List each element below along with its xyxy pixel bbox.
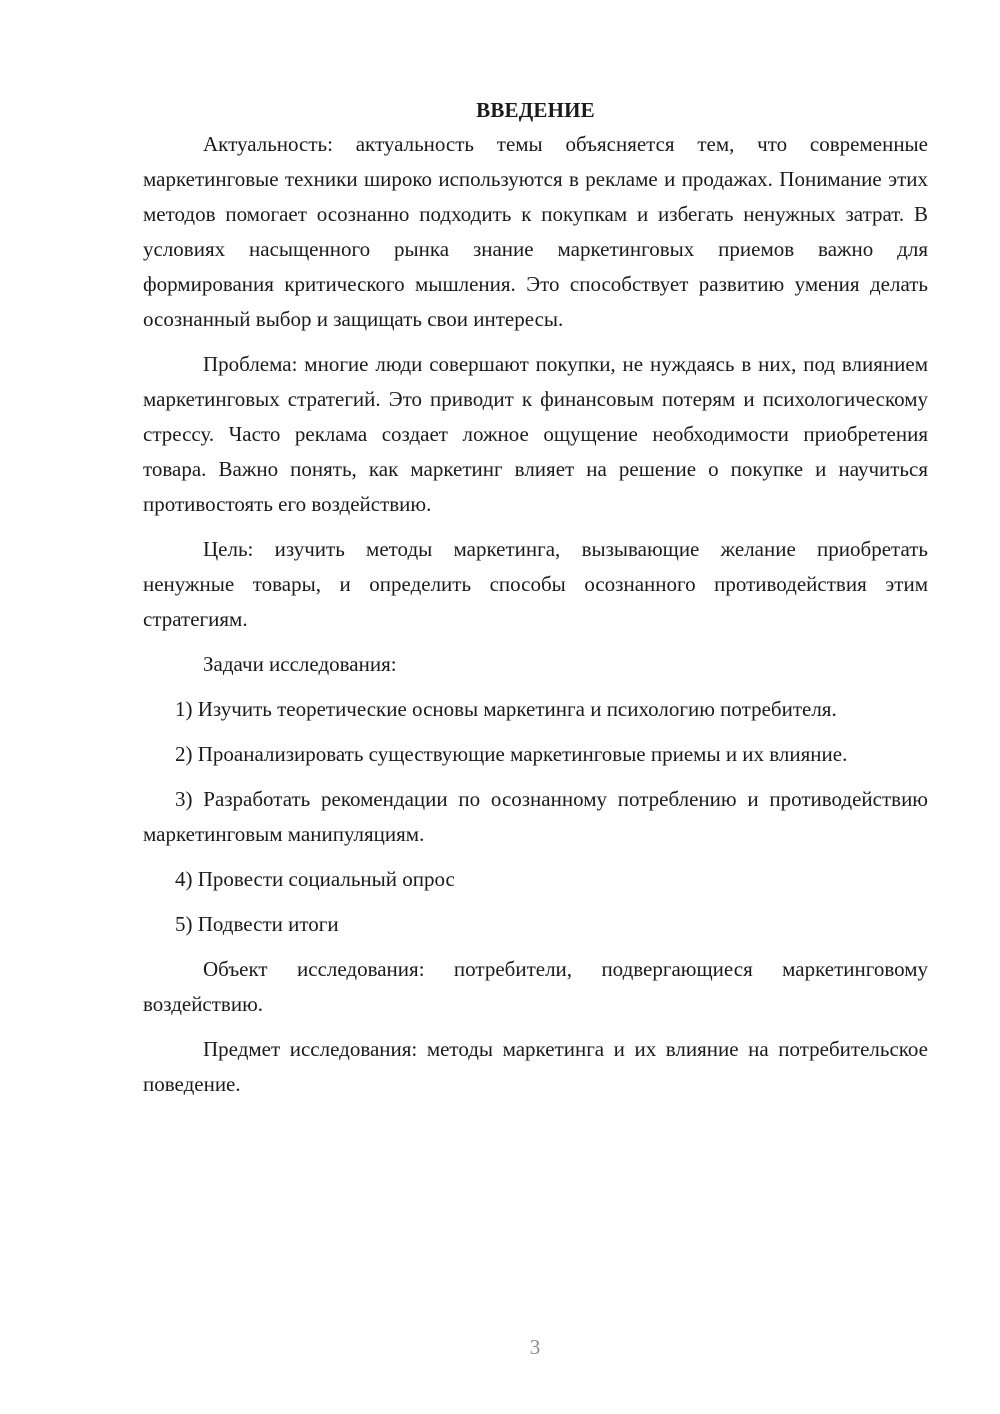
task-item: 4) Провести социальный опрос (175, 867, 455, 891)
paragraph-goal: Цель: изучить методы маркетинга, вызывающие желание приобретать ненужные товары, и определить способы осознанного противодействия этим стратегиям. (143, 537, 928, 631)
paragraph-problem: Проблема: многие люди совершают покупки, не нуждаясь в них, под влиянием маркетинговых стратегий. Это приводит к финансовым потерям и психологическому стрессу. Часто реклама создает ложное ощущение необходимости приобретения товара. Важно понять, как маркетинг влияет на решение о покупке и научиться противостоять его воздействию. (143, 352, 928, 516)
task-item: 5) Подвести итоги (175, 912, 339, 936)
document-page (143, 94, 928, 1102)
tasks-list (143, 692, 928, 942)
task-item: 1) Изучить теоретические основы маркетинга и психологию потребителя. (175, 697, 837, 721)
document-title: ВВЕДЕНИЕ (476, 98, 595, 122)
paragraph-relevance: Актуальность: актуальность темы объясняется тем, что современные маркетинговые техники широко используются в рекламе и продажах. Понимание этих методов помогает осознанно подходить к покупкам и избегать ненужных затрат. В условиях насыщенного рынка знание маркетинговых приемов важно для формирования критического мышления. Это способствует развитию умения делать осознанный выбор и защищать свои интересы. (143, 132, 928, 331)
task-item: 2) Проанализировать существующие маркетинговые приемы и их влияние. (175, 742, 848, 766)
paragraph-subject: Предмет исследования: методы маркетинга и их влияние на потребительское поведение. (143, 1037, 928, 1096)
paragraph-object: Объект исследования: потребители, подвергающиеся маркетинговому воздействию. (143, 957, 928, 1016)
page-number: 3 (529, 1335, 541, 1359)
task-item: 3) Разработать рекомендации по осознанному потреблению и противодействию маркетинговым манипуляциям. (143, 787, 928, 846)
tasks-heading: Задачи исследования: (203, 652, 397, 676)
